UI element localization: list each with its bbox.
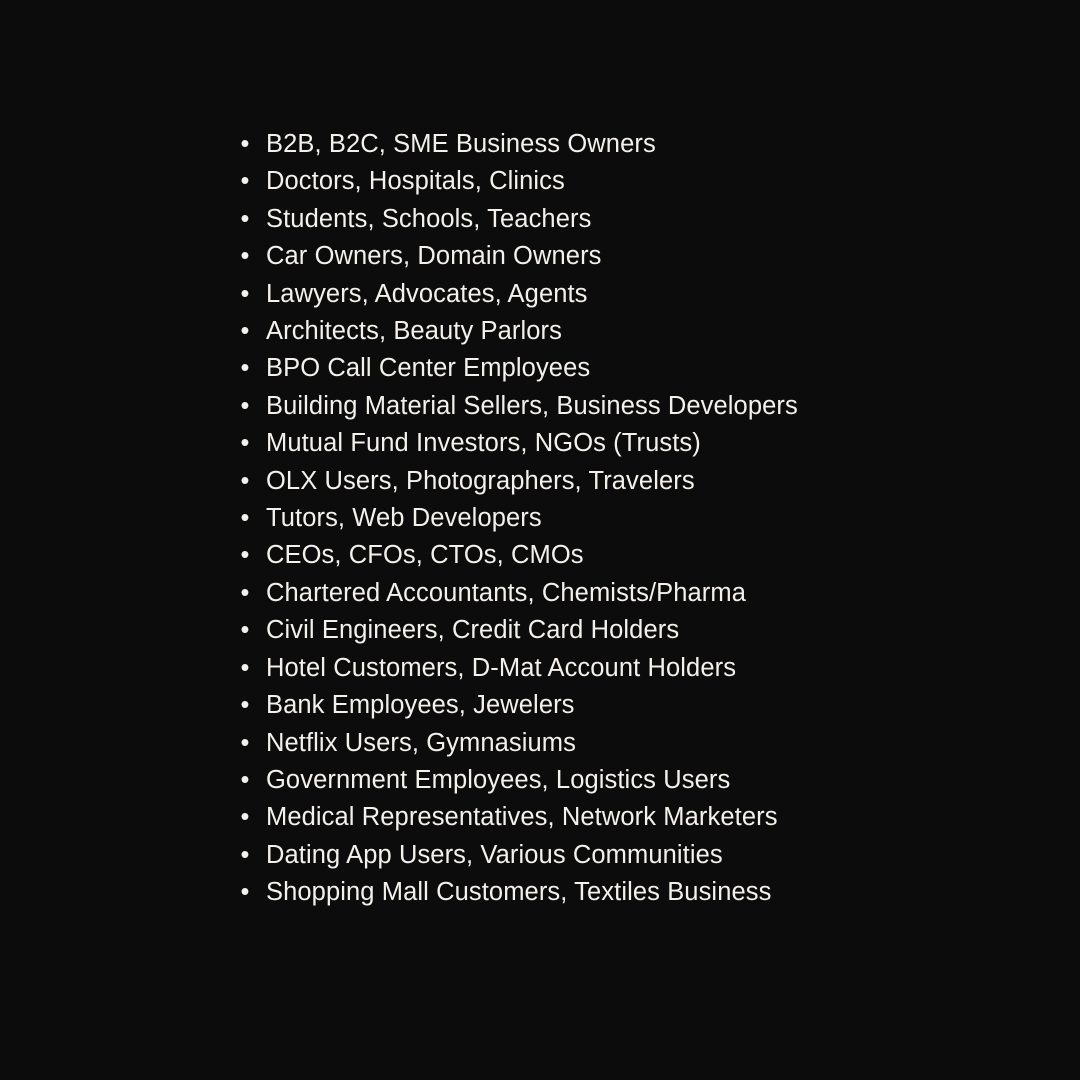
list-item (228, 313, 928, 350)
bullet-icon: • (240, 130, 250, 158)
bullet-icon: • (240, 242, 250, 271)
bullet-icon: • (240, 878, 250, 907)
bullet-icon: • (240, 466, 250, 495)
bullet-icon: • (240, 354, 250, 383)
list-item-label: Dating App Users, Various Communities (266, 840, 723, 869)
list-item (228, 126, 928, 163)
list-item (228, 650, 928, 687)
bullet-icon: • (240, 167, 250, 196)
list-item-label: Government Employees, Logistics Users (266, 765, 731, 794)
list-item-label: Hotel Customers, D-Mat Account Holders (266, 653, 737, 682)
bullet-icon: • (240, 616, 250, 645)
list-item-label: Mutual Fund Investors, NGOs (Trusts) (266, 429, 701, 458)
list-item (228, 612, 928, 649)
bullet-icon: • (240, 803, 250, 832)
list-item-label: Lawyers, Advocates, Agents (266, 279, 588, 308)
list-item (228, 725, 928, 762)
list-item (228, 762, 928, 799)
list-item (228, 425, 928, 462)
list-item (228, 500, 928, 537)
list-item-label: Tutors, Web Developers (266, 504, 542, 533)
list-item (228, 687, 928, 724)
bullet-icon: • (240, 840, 250, 869)
list-item-label: B2B, B2C, SME Business Owners (266, 130, 656, 158)
list-item (228, 238, 928, 275)
list-item-label: Medical Representatives, Network Marketers (266, 803, 778, 832)
bullet-icon: • (240, 429, 250, 458)
list-item (228, 575, 928, 612)
audience-list (228, 126, 928, 912)
bullet-icon: • (240, 765, 250, 794)
bullet-icon: • (240, 578, 250, 607)
list-item-label: Civil Engineers, Credit Card Holders (266, 616, 680, 645)
list-item-label: Architects, Beauty Parlors (266, 317, 562, 346)
bullet-icon: • (240, 653, 250, 682)
audience-list-container (228, 126, 928, 912)
list-item-label: Bank Employees, Jewelers (266, 691, 575, 720)
bullet-icon: • (240, 391, 250, 420)
list-item (228, 463, 928, 500)
bullet-icon: • (240, 728, 250, 757)
bullet-icon: • (240, 504, 250, 533)
list-item-label: CEOs, CFOs, CTOs, CMOs (266, 541, 584, 570)
list-item-label: BPO Call Center Employees (266, 354, 591, 383)
list-item (228, 837, 928, 874)
list-item-label: Shopping Mall Customers, Textiles Business (266, 878, 772, 907)
list-item (228, 350, 928, 387)
bullet-icon: • (240, 317, 250, 346)
list-item-label: Students, Schools, Teachers (266, 204, 592, 233)
list-item (228, 163, 928, 200)
list-item-label: Netflix Users, Gymnasiums (266, 728, 576, 757)
list-item (228, 388, 928, 425)
list-item (228, 799, 928, 836)
list-item-label: Building Material Sellers, Business Developers (266, 391, 798, 420)
bullet-icon: • (240, 541, 250, 570)
list-item (228, 276, 928, 313)
list-item-label: OLX Users, Photographers, Travelers (266, 466, 695, 495)
bullet-icon: • (240, 204, 250, 233)
list-item (228, 874, 928, 911)
list-item-label: Car Owners, Domain Owners (266, 242, 602, 271)
list-item (228, 201, 928, 238)
bullet-icon: • (240, 691, 250, 720)
list-item-label: Chartered Accountants, Chemists/Pharma (266, 578, 747, 607)
bullet-icon: • (240, 279, 250, 308)
list-item-label: Doctors, Hospitals, Clinics (266, 167, 565, 196)
list-item (228, 537, 928, 574)
